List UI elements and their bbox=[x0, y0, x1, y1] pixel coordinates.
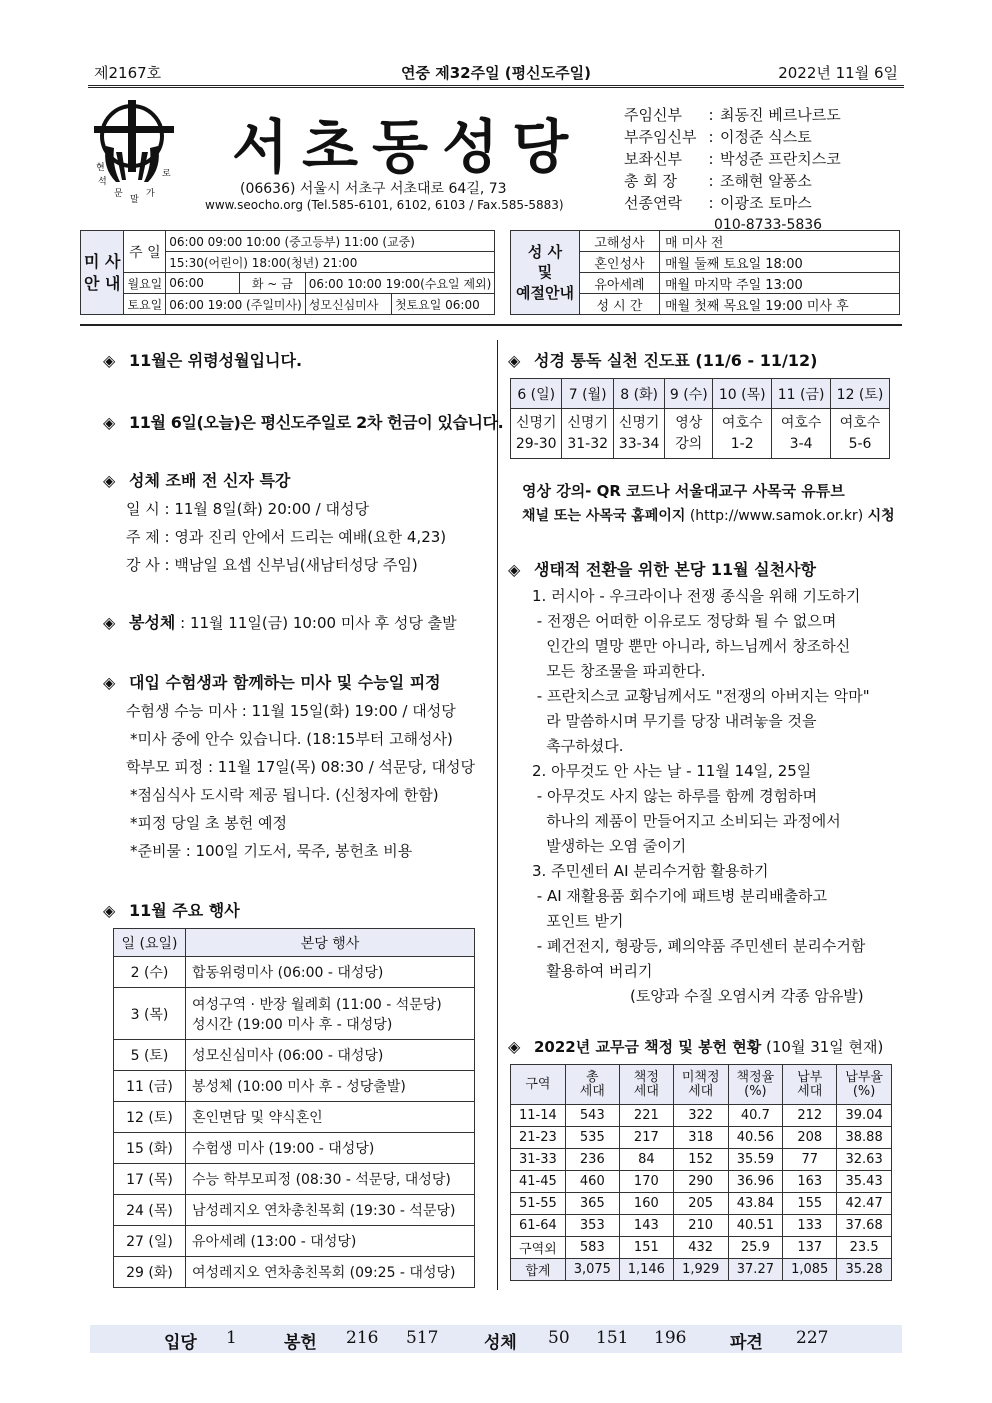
table-row bbox=[114, 1195, 475, 1226]
event-date: 15 (화) bbox=[114, 1133, 186, 1164]
fin-total: 35.28 bbox=[837, 1259, 892, 1281]
dismissal-label: 파견 bbox=[730, 1333, 763, 1353]
finance-table bbox=[510, 1064, 892, 1281]
event-date: 17 (목) bbox=[114, 1164, 186, 1195]
table-row bbox=[114, 1226, 475, 1257]
entrance-label: 입당 bbox=[164, 1333, 197, 1353]
fin-cell: 35.43 bbox=[837, 1171, 892, 1193]
notice-2-text: 11월 6일(오늘)은 평신도주일로 2차 헌금이 있습니다. bbox=[129, 413, 504, 432]
diamond-icon: ◈ bbox=[508, 1037, 521, 1056]
fin-cell: 543 bbox=[565, 1105, 619, 1127]
fin-cell: 205 bbox=[673, 1193, 728, 1215]
event-text: 유아세례 (13:00 - 대성당) bbox=[186, 1226, 475, 1257]
fin-header-text: 세대 bbox=[688, 1083, 714, 1099]
fin-header-text: 책정 bbox=[633, 1069, 659, 1085]
staff-sep: : bbox=[708, 150, 714, 168]
fin-cell: 35.59 bbox=[728, 1149, 783, 1171]
staff-name: 이광조 토마스 bbox=[720, 194, 812, 212]
fin-cell: 43.84 bbox=[728, 1193, 783, 1215]
event-text: 수험생 미사 (19:00 - 대성당) bbox=[186, 1133, 475, 1164]
column-divider bbox=[497, 340, 498, 1290]
fin-header-text: 납부 bbox=[797, 1069, 823, 1085]
video-note-2-end: 시청 bbox=[867, 508, 895, 524]
video-note-1: 영상 강의- QR 코드나 서울대교구 사목국 유튜브 bbox=[522, 482, 845, 500]
eco-line: 모든 창조물을 파괴한다. bbox=[532, 662, 706, 680]
table-row bbox=[114, 1040, 475, 1071]
video-note-2-bold: 채널 또는 사목국 홈페이지 bbox=[522, 508, 686, 524]
staff-role: 총 회 장 bbox=[624, 172, 678, 190]
fin-header bbox=[619, 1065, 673, 1105]
table-row bbox=[114, 1102, 475, 1133]
sunday-label: 주 일 bbox=[124, 231, 166, 273]
plan-reading bbox=[772, 409, 831, 459]
fin-cell: 39.04 bbox=[837, 1105, 892, 1127]
fin-cell: 365 bbox=[565, 1193, 619, 1215]
plan-book: 신명기 bbox=[567, 415, 608, 432]
plan-reading bbox=[562, 409, 613, 459]
notice-6-text: 11월 주요 행사 bbox=[129, 901, 240, 920]
event-date: 5 (토) bbox=[114, 1040, 186, 1071]
plan-chapter: 29-30 bbox=[515, 435, 557, 452]
finance-title: 2022년 교무금 책정 및 봉헌 현황 bbox=[534, 1038, 762, 1056]
table-row bbox=[114, 1071, 475, 1102]
plan-day: 12 (토) bbox=[831, 379, 890, 409]
entrance-hymn: 1 bbox=[226, 1328, 237, 1348]
plan-book: 여호수 bbox=[839, 415, 881, 432]
fin-header bbox=[565, 1065, 619, 1105]
fin-cell: 583 bbox=[565, 1237, 619, 1259]
event-text: 남성레지오 연차총친목회 (19:30 - 석문당) bbox=[186, 1195, 475, 1226]
fin-header-text: 총 bbox=[586, 1069, 599, 1085]
fin-header-text: 세대 bbox=[579, 1083, 605, 1099]
staff-name: 박성준 프란치스코 bbox=[720, 150, 841, 168]
staff-sep: : bbox=[708, 106, 714, 124]
notice-4-text: : 11월 11일(금) 10:00 미사 후 성당 출발 bbox=[175, 614, 457, 632]
fin-cell: 236 bbox=[565, 1149, 619, 1171]
sacraments-header bbox=[511, 231, 580, 315]
eco-line: 활용하여 버리기 bbox=[532, 962, 653, 980]
diamond-icon: ◈ bbox=[103, 471, 116, 490]
event-text: 혼인면담 및 약식혼인 bbox=[186, 1102, 475, 1133]
fin-cell: 31-33 bbox=[511, 1149, 566, 1171]
logo-char: 석 bbox=[98, 177, 107, 187]
fin-cell: 221 bbox=[619, 1105, 673, 1127]
notice-5-line: *피정 당일 초 봉헌 예정 bbox=[130, 814, 287, 832]
communion-hymn: 50 bbox=[548, 1328, 570, 1348]
staff-role: 부주임신부 bbox=[624, 128, 697, 146]
event-date: 3 (목) bbox=[114, 988, 186, 1040]
sacrament-name: 고해성사 bbox=[579, 231, 659, 252]
table-row bbox=[511, 1215, 892, 1237]
event-date: 2 (수) bbox=[114, 957, 186, 988]
fin-cell: 460 bbox=[565, 1171, 619, 1193]
event-date: 24 (목) bbox=[114, 1195, 186, 1226]
staff-row bbox=[624, 192, 841, 214]
church-logo bbox=[92, 96, 182, 210]
sunday-times-2: 15:30(어린이) 18:00(청년) 21:00 bbox=[166, 252, 495, 273]
staff-sep: : bbox=[708, 194, 714, 212]
bible-plan-title: 성경 통독 실천 진도표 (11/6 - 11/12) bbox=[534, 351, 818, 370]
staff-phone: 010-8733-5836 bbox=[714, 217, 823, 233]
sacraments-title-3: 예절안내 bbox=[516, 283, 574, 302]
eco-line: 발생하는 오염 줄이기 bbox=[532, 837, 687, 855]
finance-date: (10월 31일 현재) bbox=[761, 1038, 884, 1056]
event-line: 성시간 (19:00 미사 후 - 대성당) bbox=[192, 1016, 393, 1033]
plan-chapter: 31-32 bbox=[567, 435, 609, 452]
mass-schedule-table bbox=[80, 230, 495, 315]
staff-sep: : bbox=[708, 128, 714, 146]
notice-3-line: 강 사 : 백남일 요셉 신부님(새남터성당 주임) bbox=[126, 556, 418, 574]
fin-cell: 143 bbox=[619, 1215, 673, 1237]
dismissal-hymn: 227 bbox=[796, 1328, 829, 1348]
plan-reading bbox=[511, 409, 562, 459]
fin-cell: 353 bbox=[565, 1215, 619, 1237]
diamond-icon: ◈ bbox=[103, 613, 116, 632]
fin-header-text: 구역 bbox=[525, 1076, 551, 1092]
fin-cell: 41-45 bbox=[511, 1171, 566, 1193]
fin-cell: 217 bbox=[619, 1127, 673, 1149]
masthead-bar bbox=[88, 60, 904, 88]
monday-label: 월요일 bbox=[124, 273, 166, 294]
fin-cell: 210 bbox=[673, 1215, 728, 1237]
notice-3-text: 성체 조배 전 신자 특강 bbox=[129, 471, 291, 490]
sacraments-title-2: 및 bbox=[537, 263, 553, 282]
plan-chapter: 1-2 bbox=[730, 435, 754, 452]
fin-cell: 84 bbox=[619, 1149, 673, 1171]
sacraments-table bbox=[510, 230, 900, 315]
liturgical-week: 연중 제32주일 (평신도주일) bbox=[401, 64, 591, 82]
eco-line: 인간의 멸망 뿐만 아니라, 하느님께서 창조하신 bbox=[532, 637, 851, 655]
plan-day: 10 (목) bbox=[713, 379, 772, 409]
fin-cell: 42.47 bbox=[837, 1193, 892, 1215]
offertory-label: 봉헌 bbox=[284, 1333, 317, 1353]
fin-cell: 535 bbox=[565, 1127, 619, 1149]
logo-char: 로 bbox=[162, 169, 171, 179]
fin-cell: 40.7 bbox=[728, 1105, 783, 1127]
bible-plan-heading bbox=[508, 348, 817, 371]
diamond-icon: ◈ bbox=[103, 901, 116, 920]
fin-cell: 290 bbox=[673, 1171, 728, 1193]
fin-header-text: (%) bbox=[744, 1083, 767, 1099]
sacrament-name: 혼인성사 bbox=[579, 252, 659, 273]
table-row bbox=[511, 1237, 892, 1259]
fin-cell: 322 bbox=[673, 1105, 728, 1127]
logo-char: 현 bbox=[96, 163, 105, 173]
plan-day: 6 (일) bbox=[511, 379, 562, 409]
eco-line: 포인트 받기 bbox=[532, 912, 624, 930]
plan-reading bbox=[831, 409, 890, 459]
notice-3 bbox=[103, 468, 290, 491]
eco-line: - 폐건전지, 형광등, 폐의약품 주민센터 분리수거함 bbox=[532, 937, 866, 955]
notice-5 bbox=[103, 670, 441, 693]
eco-line: 하나의 제품이 만들어지고 소비되는 과정에서 bbox=[532, 812, 841, 830]
fin-cell: 25.9 bbox=[728, 1237, 783, 1259]
church-logo-graphic bbox=[92, 96, 182, 210]
eco-line: 촉구하셨다. bbox=[532, 737, 624, 755]
eco-line: - 아무것도 사지 않는 하루를 함께 경험하며 bbox=[532, 787, 818, 805]
fin-cell: 77 bbox=[783, 1149, 837, 1171]
finance-heading bbox=[508, 1036, 883, 1057]
section-divider bbox=[80, 324, 902, 326]
sacrament-value: 매 미사 전 bbox=[659, 231, 899, 252]
event-text: 합동위령미사 (06:00 - 대성당) bbox=[186, 957, 475, 988]
fin-header-text: 세대 bbox=[797, 1083, 823, 1099]
plan-book: 여호수 bbox=[780, 415, 822, 432]
table-row bbox=[114, 1133, 475, 1164]
event-date: 12 (토) bbox=[114, 1102, 186, 1133]
mass-title-2: 안 내 bbox=[84, 273, 121, 293]
video-note-url[interactable]: (http://www.samok.or.kr) bbox=[685, 508, 868, 524]
event-date: 29 (화) bbox=[114, 1257, 186, 1288]
plan-book: 신명기 bbox=[515, 415, 557, 432]
table-row bbox=[511, 1127, 892, 1149]
table-row bbox=[511, 1193, 892, 1215]
notice-4 bbox=[103, 610, 457, 633]
notice-4-bold: 봉성체 bbox=[129, 613, 176, 632]
saturday-times: 06:00 19:00 (주일미사) bbox=[166, 294, 306, 315]
events-header-event: 본당 행사 bbox=[186, 929, 475, 957]
sacrament-name: 성 시 간 bbox=[579, 294, 659, 315]
fin-cell: 163 bbox=[783, 1171, 837, 1193]
staff-role: 선종연락 bbox=[624, 194, 682, 212]
communion-hymn: 196 bbox=[654, 1328, 687, 1348]
notice-3-line: 일 시 : 11월 8일(화) 20:00 / 대성당 bbox=[126, 500, 369, 518]
staff-row bbox=[624, 126, 841, 148]
staff-row bbox=[624, 148, 841, 170]
table-row bbox=[511, 1105, 892, 1127]
plan-day: 8 (화) bbox=[613, 379, 664, 409]
eco-line: - 전쟁은 어떠한 이유로도 정당화 될 수 없으며 bbox=[532, 612, 837, 630]
fin-cell: 133 bbox=[783, 1215, 837, 1237]
eco-line: 1. 러시아 - 우크라이나 전쟁 종식을 위해 기도하기 bbox=[532, 587, 861, 605]
table-row bbox=[114, 1257, 475, 1288]
total-row bbox=[511, 1259, 892, 1281]
notice-5-line: 학부모 피정 : 11월 17일(목) 08:30 / 석문당, 대성당 bbox=[126, 758, 475, 776]
fin-total: 1,929 bbox=[673, 1259, 728, 1281]
plan-chapter: 5-6 bbox=[848, 435, 872, 452]
staff-row bbox=[624, 170, 841, 192]
video-note-2 bbox=[522, 505, 895, 525]
church-name: 서초동성당 bbox=[232, 113, 583, 181]
events-header-date: 일 (요일) bbox=[114, 929, 186, 957]
offertory-hymn: 216 bbox=[346, 1328, 379, 1348]
issue-date: 2022년 11월 6일 bbox=[778, 64, 898, 82]
sacrament-value: 매월 첫째 목요일 19:00 미사 후 bbox=[659, 294, 899, 315]
fin-cell: 61-64 bbox=[511, 1215, 566, 1237]
fin-total: 1,146 bbox=[619, 1259, 673, 1281]
fin-cell: 11-14 bbox=[511, 1105, 566, 1127]
plan-reading bbox=[613, 409, 664, 459]
eco-title: 생태적 전환을 위한 본당 11월 실천사항 bbox=[534, 560, 816, 579]
table-row bbox=[511, 1149, 892, 1171]
fin-cell: 40.56 bbox=[728, 1127, 783, 1149]
staff-name: 이정준 식스토 bbox=[720, 128, 812, 146]
notice-6 bbox=[103, 898, 240, 921]
staff-name: 최동진 베르나르도 bbox=[720, 106, 841, 124]
eco-note: (토양과 수질 오염시켜 각종 암유발) bbox=[630, 987, 864, 1005]
table-row bbox=[114, 988, 475, 1040]
notice-3-line: 주 제 : 영과 진리 안에서 드리는 예배(요한 4,23) bbox=[126, 528, 447, 546]
fin-cell: 137 bbox=[783, 1237, 837, 1259]
plan-chapter: 강의 bbox=[675, 435, 703, 452]
event-date: 27 (일) bbox=[114, 1226, 186, 1257]
staff-row bbox=[624, 104, 841, 126]
hymn-footer bbox=[90, 1325, 902, 1353]
notice-5-line: *준비물 : 100일 기도서, 묵주, 봉헌초 비용 bbox=[130, 842, 413, 860]
table-row bbox=[114, 957, 475, 988]
fin-cell: 36.96 bbox=[728, 1171, 783, 1193]
sacrament-value: 매월 마지막 주일 13:00 bbox=[659, 273, 899, 294]
diamond-icon: ◈ bbox=[508, 351, 521, 370]
bible-plan-table bbox=[510, 378, 890, 459]
fin-cell: 155 bbox=[783, 1193, 837, 1215]
fin-total: 1,085 bbox=[783, 1259, 837, 1281]
issue-number: 제2167호 bbox=[94, 64, 162, 82]
notice-1-text: 11월은 위령성월입니다. bbox=[129, 351, 303, 370]
fin-total: 3,075 bbox=[565, 1259, 619, 1281]
event-text: 성모신심미사 (06:00 - 대성당) bbox=[186, 1040, 475, 1071]
notice-5-line: 수험생 수능 미사 : 11월 15일(화) 19:00 / 대성당 bbox=[126, 702, 456, 720]
plan-chapter: 33-34 bbox=[618, 435, 660, 452]
communion-hymn: 151 bbox=[596, 1328, 629, 1348]
fin-cell: 32.63 bbox=[837, 1149, 892, 1171]
saturday-label: 토요일 bbox=[124, 294, 166, 315]
table-row bbox=[114, 1164, 475, 1195]
notice-2 bbox=[103, 410, 503, 433]
fin-cell: 23.5 bbox=[837, 1237, 892, 1259]
monday-time: 06:00 bbox=[166, 273, 240, 294]
communion-label: 성체 bbox=[484, 1333, 517, 1353]
eco-line: 3. 주민센터 AI 분리수거함 활용하기 bbox=[532, 862, 769, 880]
event-text bbox=[186, 988, 475, 1040]
sacrament-value: 매월 둘째 토요일 18:00 bbox=[659, 252, 899, 273]
event-text: 봉성체 (10:00 미사 후 - 성당출발) bbox=[186, 1071, 475, 1102]
mass-schedule-header bbox=[81, 231, 124, 315]
events-table bbox=[113, 928, 475, 1288]
event-text: 여성레지오 연차총친목회 (09:25 - 대성당) bbox=[186, 1257, 475, 1288]
fin-cell: 151 bbox=[619, 1237, 673, 1259]
staff-list bbox=[624, 104, 841, 236]
eco-line: 2. 아무것도 안 사는 날 - 11월 14일, 25일 bbox=[532, 762, 812, 780]
church-contact: www.seocho.org (Tel.585-6101, 6102, 6103 / Fax.585-5883) bbox=[205, 198, 564, 212]
fin-cell: 170 bbox=[619, 1171, 673, 1193]
fin-cell: 160 bbox=[619, 1193, 673, 1215]
notice-5-line: *점심식사 도시락 제공 됩니다. (신청자에 한함) bbox=[130, 786, 439, 804]
fin-total: 37.27 bbox=[728, 1259, 783, 1281]
plan-reading bbox=[665, 409, 713, 459]
event-text: 수능 학부모피정 (08:30 - 석문당, 대성당) bbox=[186, 1164, 475, 1195]
sacraments-title-1: 성 사 bbox=[527, 243, 563, 262]
fin-header bbox=[728, 1065, 783, 1105]
event-date: 11 (금) bbox=[114, 1071, 186, 1102]
plan-day: 9 (수) bbox=[665, 379, 713, 409]
fin-cell: 212 bbox=[783, 1105, 837, 1127]
mass-title-1: 미 사 bbox=[84, 251, 121, 271]
logo-char: 말 bbox=[130, 195, 139, 205]
fin-header-text: 미책정 bbox=[681, 1069, 720, 1085]
plan-book: 여호수 bbox=[721, 415, 763, 432]
first-saturday: 첫토요일 06:00 bbox=[391, 294, 494, 315]
plan-book: 영상 bbox=[675, 415, 703, 432]
fin-header bbox=[673, 1065, 728, 1105]
diamond-icon: ◈ bbox=[103, 673, 116, 692]
logo-char: 가 bbox=[146, 189, 155, 199]
plan-book: 신명기 bbox=[618, 415, 660, 432]
eco-line: 라 말씀하시며 무기를 당장 내려놓을 것을 bbox=[532, 712, 817, 730]
fin-cell: 432 bbox=[673, 1237, 728, 1259]
notice-5-text: 대입 수험생과 함께하는 미사 및 수능일 피정 bbox=[129, 673, 441, 692]
fin-cell: 구역외 bbox=[511, 1237, 566, 1259]
church-address: (06636) 서울시 서초구 서초대로 64길, 73 bbox=[240, 181, 507, 197]
event-line: 여성구역 · 반장 월례회 (11:00 - 석문당) bbox=[192, 996, 442, 1013]
fin-cell: 318 bbox=[673, 1127, 728, 1149]
weekday-label: 화 ~ 금 bbox=[239, 273, 305, 294]
eco-heading bbox=[508, 557, 816, 580]
fin-cell: 38.88 bbox=[837, 1127, 892, 1149]
fin-header bbox=[837, 1065, 892, 1105]
staff-name: 조해현 알퐁소 bbox=[720, 172, 812, 190]
fin-header-text: 세대 bbox=[633, 1083, 659, 1099]
holy-mass-label: 성모신심미사 bbox=[305, 294, 391, 315]
notice-1 bbox=[103, 348, 302, 371]
eco-line: - AI 재활용품 회수기에 패트병 분리배출하고 bbox=[532, 887, 828, 905]
plan-chapter: 3-4 bbox=[789, 435, 813, 452]
staff-role: 주임신부 bbox=[624, 106, 682, 124]
eco-list bbox=[532, 584, 870, 984]
staff-sep: : bbox=[708, 172, 714, 190]
plan-day: 11 (금) bbox=[772, 379, 831, 409]
plan-day: 7 (월) bbox=[562, 379, 613, 409]
fin-cell: 37.68 bbox=[837, 1215, 892, 1237]
fin-cell: 21-23 bbox=[511, 1127, 566, 1149]
diamond-icon: ◈ bbox=[103, 413, 115, 432]
diamond-icon: ◈ bbox=[103, 351, 116, 370]
eco-line: - 프란치스코 교황님께서도 "전쟁의 아버지는 악마" bbox=[532, 687, 870, 705]
offertory-hymn: 517 bbox=[406, 1328, 439, 1348]
weekday-times: 06:00 10:00 19:00(수요일 제외) bbox=[305, 273, 495, 294]
plan-reading bbox=[713, 409, 772, 459]
diamond-icon: ◈ bbox=[508, 560, 521, 579]
fin-header bbox=[511, 1065, 566, 1105]
staff-role: 보좌신부 bbox=[624, 150, 682, 168]
notice-5-line: *미사 중에 안수 있습니다. (18:15부터 고해성사) bbox=[130, 730, 453, 748]
fin-cell: 152 bbox=[673, 1149, 728, 1171]
sacrament-name: 유아세례 bbox=[579, 273, 659, 294]
fin-header-text: 납부율 bbox=[845, 1069, 883, 1085]
fin-header-text: (%) bbox=[852, 1083, 876, 1099]
sunday-times-1: 06:00 09:00 10:00 (중고등부) 11:00 (교중) bbox=[166, 231, 495, 252]
fin-total: 합계 bbox=[511, 1259, 566, 1281]
table-row bbox=[511, 1171, 892, 1193]
fin-cell: 40.51 bbox=[728, 1215, 783, 1237]
fin-header bbox=[783, 1065, 837, 1105]
logo-char: 문 bbox=[114, 189, 123, 199]
fin-cell: 208 bbox=[783, 1127, 837, 1149]
fin-cell: 51-55 bbox=[511, 1193, 566, 1215]
fin-header-text: 책정율 bbox=[736, 1069, 775, 1085]
